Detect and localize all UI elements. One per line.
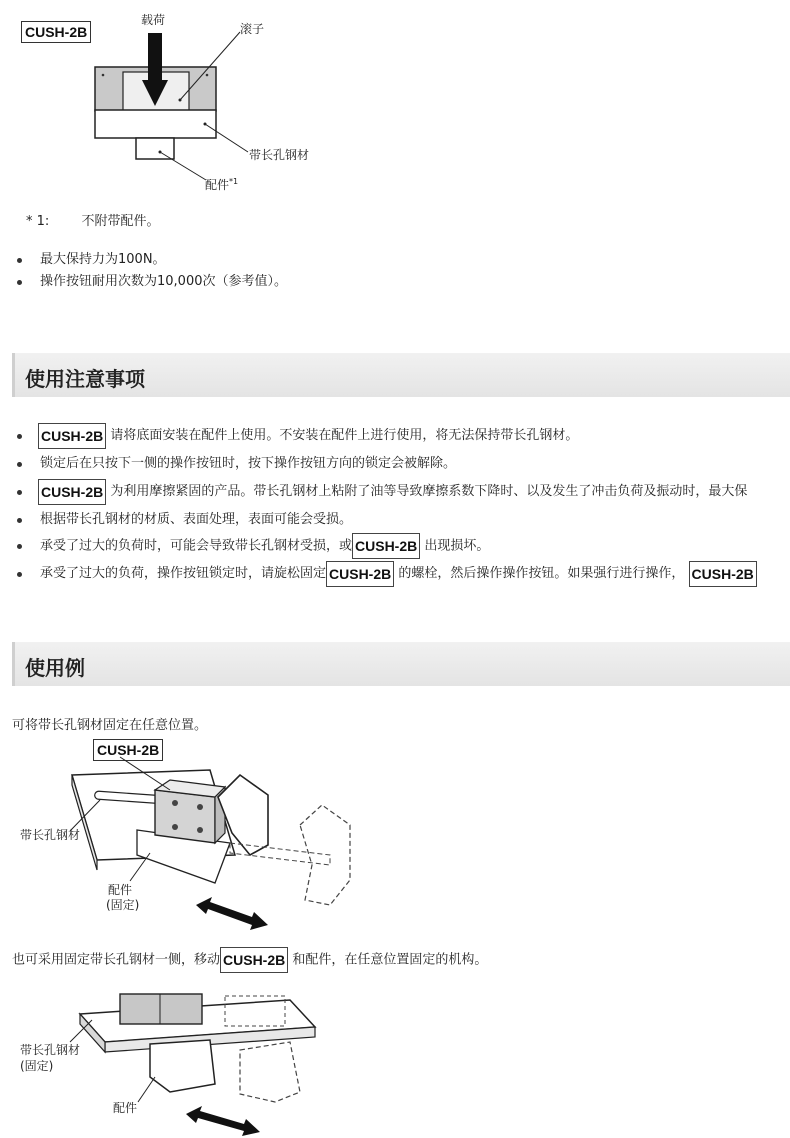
list-item: 承受了过大的负荷，操作按钮锁定时，请旋松固定 CUSH-2B 的螺栓，然后操作操作按钮。如果强行进行操作， CUSH-2B: [0, 559, 790, 589]
footnote: [26, 210, 159, 229]
precautions-list: [0, 421, 790, 589]
example-intro-1: 可将带长孔钢材固定在任意位置。: [12, 718, 208, 733]
roller-label: 滚子: [240, 22, 265, 36]
product-code-box: CUSH-2B: [326, 561, 394, 587]
cross-section-diagram: [0, 0, 360, 200]
example-drawing-1: [0, 735, 380, 935]
section-title: 使用例: [25, 656, 85, 680]
product-code-tag: CUSH-2B: [21, 21, 91, 43]
rail-label: 带长孔钢材: [20, 1043, 81, 1057]
rail-label: 带长孔钢材: [249, 148, 310, 162]
example-diagram-2: [0, 982, 380, 1138]
example-drawing-2: [0, 982, 380, 1138]
product-code-box: CUSH-2B: [38, 423, 106, 449]
section-title: 使用注意事项: [25, 367, 145, 391]
example-intro-2: 也可采用固定带长孔钢材一侧，移动 CUSH-2B 和配件，在任意位置固定的机构。: [12, 947, 487, 974]
rail-label: 带长孔钢材: [20, 828, 81, 842]
spec-list: [0, 249, 790, 293]
example-diagram-1: [0, 735, 380, 935]
list-item: 操作按钮耐用次数为10,000次（参考值）。: [0, 271, 790, 293]
product-code-box: CUSH-2B: [689, 561, 757, 587]
footnote-text: 不附带配件。: [81, 214, 160, 229]
footnote-marker: * 1:: [26, 214, 50, 229]
product-code-box: CUSH-2B: [352, 533, 420, 559]
product-code-box: CUSH-2B: [220, 947, 288, 973]
list-item: 锁定后在只按下一侧的操作按钮时，按下操作按钮方向的锁定会被解除。: [0, 451, 790, 477]
rail-note: (固定): [20, 1059, 54, 1073]
list-item: CUSH-2B 为利用摩擦紧固的产品。带长孔钢材上粘附了油等导致摩擦系数下降时、以及发生了冲击负荷及振动时，最大保: [0, 477, 790, 507]
fitting-label: 配件$^{*1}$: [205, 177, 239, 192]
list-item: 最大保持力为100N。: [0, 249, 790, 271]
cross-section-drawing: [0, 0, 360, 200]
fitting-note: (固定): [106, 898, 140, 912]
section-header-precautions: [12, 353, 790, 397]
product-code-box: CUSH-2B: [38, 479, 106, 505]
fitting-label: 配件: [113, 1101, 138, 1115]
list-item: 承受了过大的负荷时，可能会导致带长孔钢材受损，或 CUSH-2B 出现损坏。: [0, 533, 790, 559]
section-header-examples: [12, 642, 790, 686]
list-item: 根据带长孔钢材的材质、表面处理，表面可能会受损。: [0, 507, 790, 533]
list-item: CUSH-2B 请将底面安装在配件上使用。不安装在配件上进行使用，将无法保持带长孔钢材。: [0, 421, 790, 451]
load-label: 载荷: [141, 13, 166, 27]
fitting-label: 配件: [108, 883, 133, 897]
product-code-tag: CUSH-2B: [93, 739, 163, 761]
